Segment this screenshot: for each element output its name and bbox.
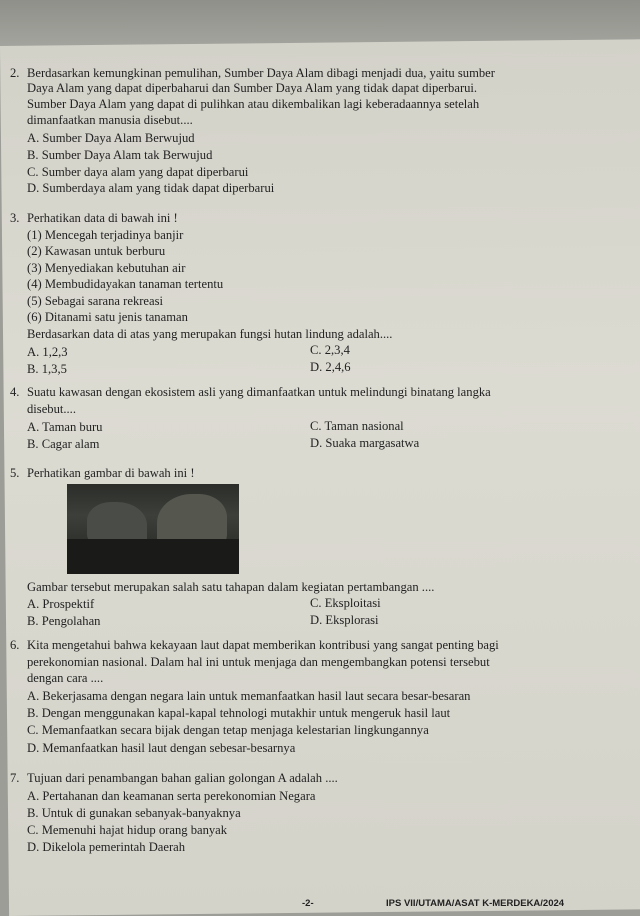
answer-option[interactable]: B. Pengolahan <box>27 614 101 628</box>
question-stem-line: Tujuan dari penambangan bahan galian golongan A adalah .... <box>27 771 338 785</box>
answer-option[interactable]: C. Eksploitasi <box>310 596 381 610</box>
photo-ground <box>67 539 239 574</box>
mining-photo <box>67 484 239 574</box>
question-number: 3. <box>10 211 20 225</box>
question-stem-line: perekonomian nasional. Dalam hal ini untuk menjaga dan mengembangkan potensi tersebut <box>27 655 490 669</box>
answer-option[interactable]: D. Suaka margasatwa <box>310 436 420 450</box>
answer-option[interactable]: A. Bekerjasama dengan negara lain untuk memanfaatkan hasil laut secara besar-besaran <box>27 689 471 703</box>
question-number: 7. <box>10 771 20 785</box>
question-stem-line: Kita mengetahui bahwa kekayaan laut dapat memberikan kontribusi yang sangat penting bagi <box>27 638 499 652</box>
question-stem-line: Perhatikan data di bawah ini ! <box>27 211 178 225</box>
data-list-item: (6) Ditanami satu jenis tanaman <box>27 310 188 324</box>
question-stem-line: Berdasarkan data di atas yang merupakan fungsi hutan lindung adalah.... <box>27 327 393 341</box>
answer-option[interactable]: C. Taman nasional <box>310 419 404 433</box>
question-number: 6. <box>10 638 20 652</box>
answer-option[interactable]: B. Sumber Daya Alam tak Berwujud <box>27 148 213 162</box>
answer-option[interactable]: C. Sumber daya alam yang dapat diperbarui <box>27 165 249 179</box>
answer-option[interactable]: B. Dengan menggunakan kapal-kapal tehnologi mutakhir untuk mengeruk hasil laut <box>27 706 451 720</box>
question-number: 5. <box>10 466 20 480</box>
exam-code: IPS VII/UTAMA/ASAT K-MERDEKA/2024 <box>386 898 565 909</box>
answer-option[interactable]: C. 2,3,4 <box>310 343 350 357</box>
data-list-item: (4) Membudidayakan tanaman tertentu <box>27 277 224 291</box>
answer-option[interactable]: A. 1,2,3 <box>27 345 68 359</box>
answer-option[interactable]: C. Memenuhi hajat hidup orang banyak <box>27 823 228 837</box>
page-number: -2- <box>302 898 314 909</box>
answer-option[interactable]: A. Taman buru <box>27 420 103 434</box>
question-number: 2. <box>10 66 20 80</box>
data-list-item: (2) Kawasan untuk berburu <box>27 244 166 258</box>
question-stem-line: Perhatikan gambar di bawah ini ! <box>27 466 195 480</box>
question-stem-line: Gambar tersebut merupakan salah satu tahapan dalam kegiatan pertambangan .... <box>27 580 435 594</box>
answer-option[interactable]: A. Pertahanan dan keamanan serta perekonomian Negara <box>27 789 316 803</box>
data-list-item: (5) Sebagai sarana rekreasi <box>27 294 164 308</box>
data-list-item: (1) Mencegah terjadinya banjir <box>27 228 184 242</box>
question-stem-line: disebut.... <box>27 402 76 416</box>
answer-option[interactable]: D. 2,4,6 <box>310 360 351 374</box>
question-stem-line: Suatu kawasan dengan ekosistem asli yang dimanfaatkan untuk melindungi binatang langka <box>27 385 491 399</box>
question-stem-line: dengan cara .... <box>27 671 104 685</box>
question-number: 4. <box>10 385 20 399</box>
answer-option[interactable]: D. Sumberdaya alam yang tidak dapat diperbarui <box>27 181 275 195</box>
answer-option[interactable]: A. Sumber Daya Alam Berwujud <box>27 131 195 145</box>
answer-option[interactable]: D. Eksplorasi <box>310 613 379 627</box>
question-stem-line: Daya Alam yang dapat diperbaharui dan Sumber Daya Alam yang tidak dapat diperbarui. <box>27 81 478 95</box>
question-stem-line: dimanfaatkan manusia disebut.... <box>27 113 193 127</box>
question-stem-line: Sumber Daya Alam yang dapat di pulihkan atau dikembalikan lagi keberadaannya setelah <box>27 97 480 111</box>
answer-option[interactable]: B. Untuk di gunakan sebanyak-banyaknya <box>27 806 241 820</box>
data-list-item: (3) Menyediakan kebutuhan air <box>27 261 186 275</box>
answer-option[interactable]: A. Prospektif <box>27 597 95 611</box>
answer-option[interactable]: D. Memanfaatkan hasil laut dengan sebesar-besarnya <box>27 741 296 755</box>
answer-option[interactable]: D. Dikelola pemerintah Daerah <box>27 840 186 854</box>
answer-option[interactable]: B. Cagar alam <box>27 437 100 451</box>
question-stem-line: Berdasarkan kemungkinan pemulihan, Sumber Daya Alam dibagi menjadi dua, yaitu sumber <box>27 66 495 80</box>
answer-option[interactable]: C. Memanfaatkan secara bijak dengan tetap menjaga kelestarian lingkungannya <box>27 723 429 737</box>
answer-option[interactable]: B. 1,3,5 <box>27 362 67 376</box>
